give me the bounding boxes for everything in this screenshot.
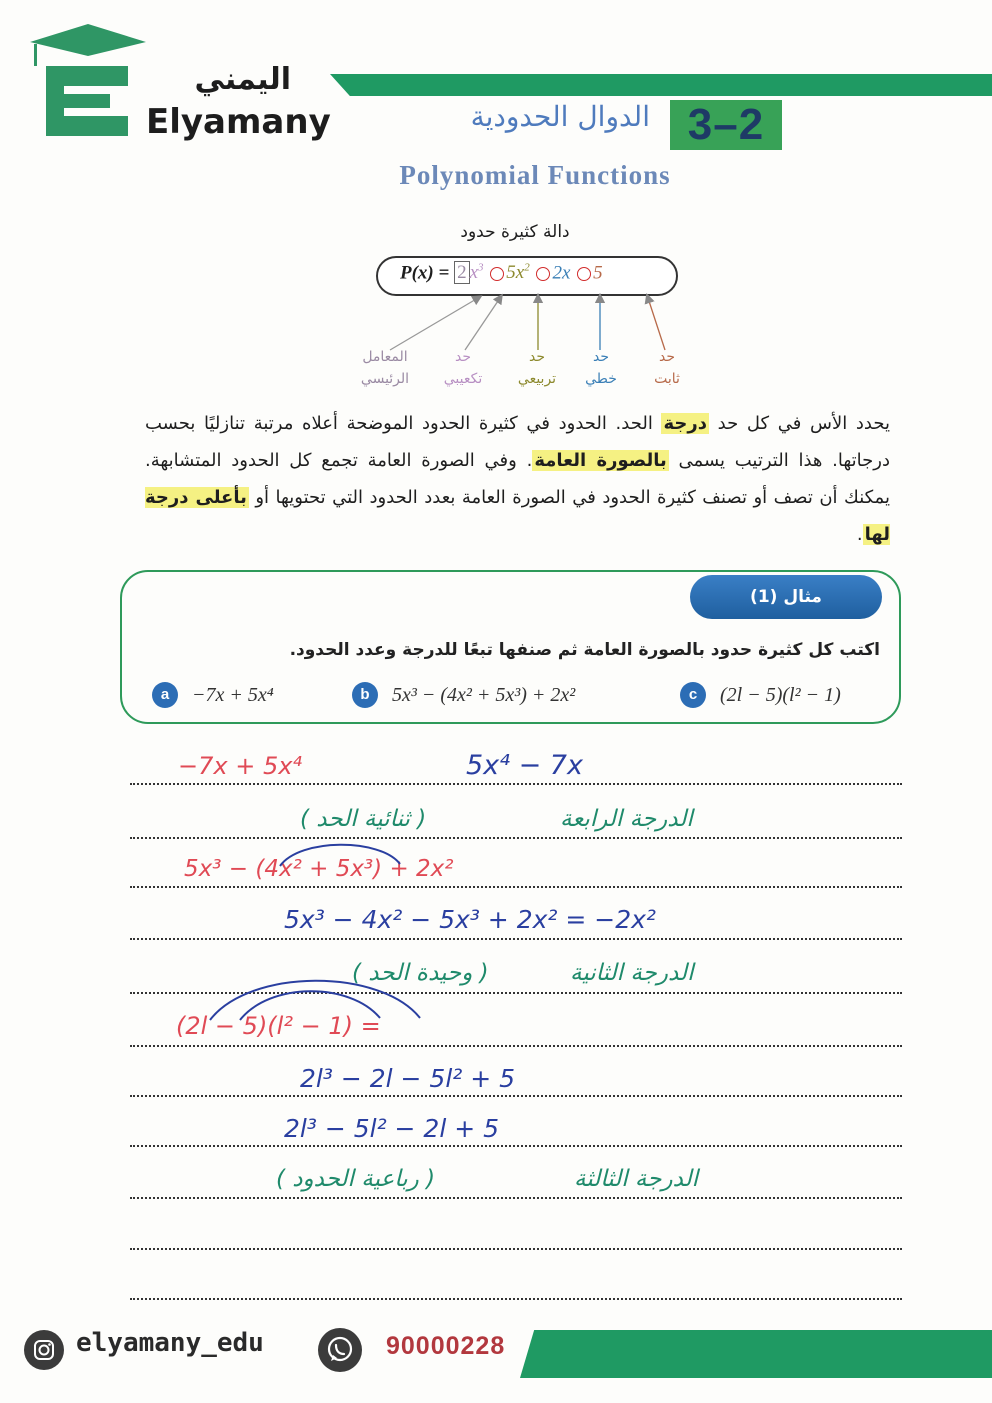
constant-term: 5	[593, 262, 603, 284]
header-stripe	[330, 74, 992, 96]
label-line: حد	[658, 349, 675, 365]
part-expression: (2l − 5)(l² − 1)	[720, 683, 841, 706]
arrow-cubic	[465, 298, 500, 350]
para-text: .	[856, 524, 863, 545]
para-text: يحدد الأس في كل حد	[708, 413, 890, 434]
para-text: . وفي الصورة العامة تجمع كل الحدود المتشابهة. يمكنك أن تصف أو تصنف كثيرة الحدود في الصورة العامة بعدد الحدود التي تحتويها أو	[145, 450, 890, 508]
diagram-arrows	[360, 292, 700, 354]
phone-number[interactable]: 90000228	[386, 1332, 506, 1360]
label-quadratic-term	[506, 346, 568, 390]
example-part-a	[152, 680, 274, 710]
polynomial-equation	[400, 262, 603, 284]
instagram-handle[interactable]: elyamany_edu	[76, 1328, 264, 1358]
explanation-paragraph	[145, 405, 890, 553]
brand-name-en: Elyamany	[146, 102, 331, 142]
dotted-line	[130, 1045, 902, 1047]
part-expression: 5x³ − (4x² + 5x³) + 2x²	[392, 683, 576, 706]
arrow-constant	[648, 298, 665, 350]
label-line: ثابت	[654, 371, 680, 387]
label-line: خطي	[585, 371, 617, 387]
label-constant-term	[638, 346, 696, 390]
equation-lhs: P(x) =	[400, 262, 455, 284]
part-badge: b	[352, 682, 378, 708]
example-title: مثال (1)	[690, 575, 882, 619]
dotted-line	[130, 1248, 902, 1250]
label-line: حد	[454, 349, 471, 365]
hw-class-terms-c: ( رباعية الحدود )	[276, 1166, 436, 1192]
label-line: حد	[592, 349, 609, 365]
dotted-line	[130, 837, 902, 839]
hw-standard-form-a: 5x⁴ − 7x	[466, 750, 583, 781]
dotted-line	[130, 1145, 902, 1147]
label-leading-coefficient	[350, 346, 420, 390]
hw-standard-form-c: 2l³ − 5l² − 2l + 5	[284, 1114, 500, 1143]
cubic-term	[470, 262, 484, 283]
hw-class-degree-c: الدرجة الثالثة	[574, 1166, 699, 1192]
dotted-line	[130, 1197, 902, 1199]
highlight-highest-degree: بأعلى درجة لها	[145, 487, 890, 545]
hw-class-terms-a: ( ثنائية الحد )	[300, 806, 427, 832]
leading-coefficient: 2	[454, 261, 470, 284]
hw-class-terms-b: ( وحيدة الحد )	[352, 960, 489, 986]
label-line: حد	[528, 349, 545, 365]
example-instruction: اكتب كل كثيرة حدود بالصورة العامة ثم صنفها تبعًا للدرجة وعدد الحدود.	[289, 640, 880, 660]
part-badge: c	[680, 682, 706, 708]
brand-logo	[28, 22, 331, 147]
lesson-title-ar: الدوال الحدودية	[470, 100, 650, 133]
quad-exp: 2	[524, 262, 530, 274]
dotted-line	[130, 886, 902, 888]
quadratic-term	[506, 262, 529, 283]
hw-simplify-b: 5x³ − 4x² − 5x³ + 2x² = −2x²	[284, 905, 656, 934]
dotted-line	[130, 1298, 902, 1300]
instagram-icon	[24, 1330, 64, 1370]
label-cubic-term	[432, 346, 494, 390]
footer-stripe	[520, 1330, 992, 1378]
hw-class-degree-a: الدرجة الرابعة	[560, 806, 693, 832]
hw-given-b: 5x³ − (4x² + 5x³) + 2x²	[184, 856, 454, 882]
hw-given-c: (2l − 5)(l² − 1) =	[176, 1012, 381, 1040]
linear-term: 2x	[552, 262, 571, 284]
lesson-number: 3–2	[670, 100, 782, 150]
arrow-leading	[390, 298, 478, 350]
hw-class-degree-b: الدرجة الثانية	[570, 960, 694, 986]
operator-circle-icon	[536, 267, 550, 281]
label-line: الرئيسي	[360, 371, 410, 387]
label-line: تكعيبي	[443, 371, 483, 387]
hw-given-a: −7x + 5x⁴	[178, 752, 303, 780]
operator-circle-icon	[577, 267, 591, 281]
dotted-line	[130, 783, 902, 785]
dotted-line	[130, 938, 902, 940]
quad-var: 5x	[506, 262, 525, 284]
whatsapp-icon	[318, 1328, 362, 1372]
highlight-degree: درجة	[663, 413, 707, 434]
part-expression: −7x + 5x⁴	[192, 683, 274, 706]
example-part-c	[680, 680, 841, 710]
part-badge: a	[152, 682, 178, 708]
cubic-exp: 3	[478, 262, 484, 274]
distribute-arrow-icon	[270, 838, 410, 870]
brand-name-ar: اليمني	[194, 62, 291, 97]
label-linear-term	[572, 346, 630, 390]
dotted-line	[130, 1095, 902, 1097]
para-text: الحد. الحدود في كثيرة الحدود الموضحة أعلاه مرتبة تنازليًا بحسب درجاتها. هذا الترتيب يسمى	[145, 413, 890, 471]
cubic-var: x	[469, 262, 479, 284]
operator-circle-icon	[490, 267, 504, 281]
label-line: المعامل	[362, 349, 408, 365]
label-line: تربيعي	[517, 371, 557, 387]
diagram-caption: دالة كثيرة حدود	[460, 222, 570, 242]
hw-expand-c: 2l³ − 2l − 5l² + 5	[300, 1064, 516, 1093]
example-part-b	[352, 680, 575, 710]
highlight-standard-form: بالصورة العامة	[534, 450, 667, 471]
lesson-title-en: Polynomial Functions	[399, 160, 671, 190]
